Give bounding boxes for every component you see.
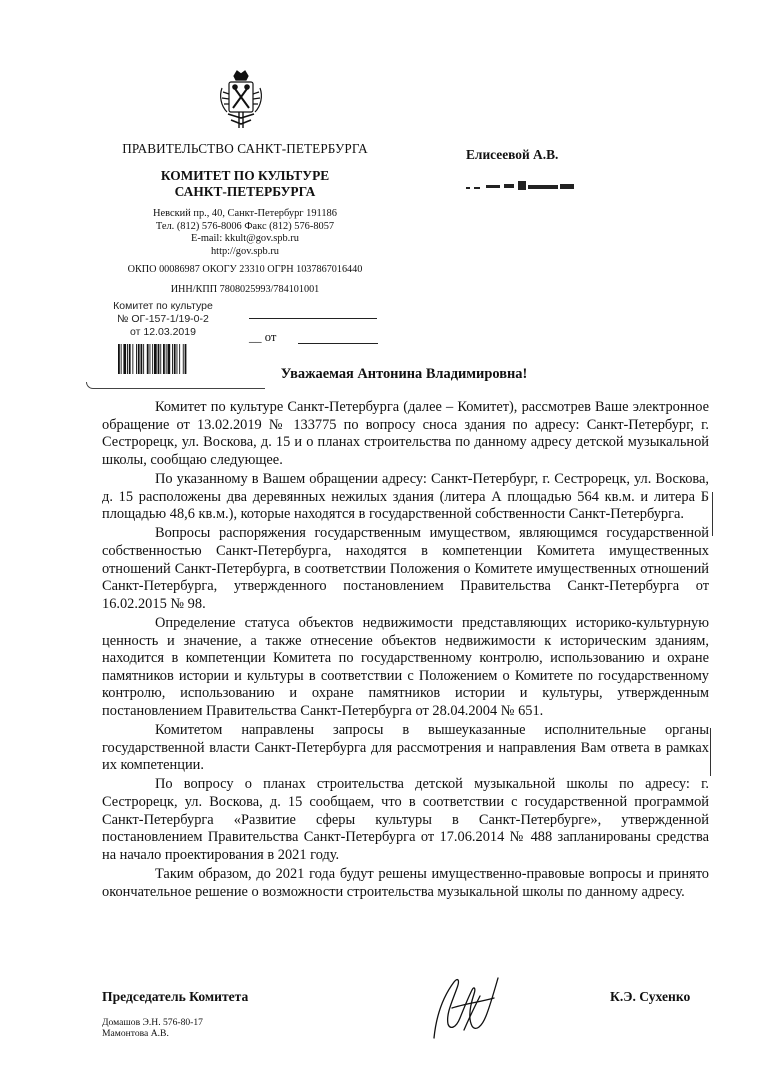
registration-date-line <box>298 343 378 344</box>
handwritten-signature <box>424 968 510 1040</box>
contact-block <box>100 208 390 258</box>
address: Невский пр., 40, Санкт-Петербург 191186 <box>153 208 337 219</box>
recipient-name: Елисеевой А.В. <box>466 147 559 162</box>
registration-date-label: __ от <box>249 330 277 344</box>
committee-line-2: САНКТ-ПЕТЕРБУРГА <box>174 184 316 199</box>
stamp-line-1: Комитет по культуре <box>113 300 213 312</box>
phone-fax: Тел. (812) 576-8006 Факс (812) 576-8057 <box>155 220 335 232</box>
executors-block <box>102 1017 203 1039</box>
paragraph-3: Вопросы распоряжения государственным имуществом, являющимся государственной собственностью Санкт-Петербурга, находятся в компетенции Комитета имущественных отношений Санкт-Петербурга, в соответствии Положения о Комитете имущественных отношений Санкт-Петербурга, утвержденного постановлением Правительства Санкт-Петербурга от 16.02.2015 № 98. <box>102 525 709 612</box>
coat-of-arms-emblem <box>219 70 263 130</box>
committee-line-1: КОМИТЕТ ПО КУЛЬТУРЕ <box>160 168 330 183</box>
paragraph-7: Таким образом, до 2021 года будут решены имущественно-правовые вопросы и принято окончательное решение о возможности строительства музыкальной школы по данному адресу. <box>102 866 709 900</box>
salutation: Уважаемая Антонина Владимировна! <box>280 366 528 382</box>
website: http://gov.spb.ru <box>210 245 280 257</box>
paragraph-6: По вопросу о планах строительства детской музыкальной школы по адресу: г. Сестрорецк, ул. Воскова, д. 15 сообщаем, что в соответствии с государственной программой Санкт-Петербурга «Развитие сферы культуры в Санкт-Петербурге», утвержденной постановлением Правительства Санкт-Петербурга от 17.06.2014 № 488 запланированы средства на начало проектирования в 2021 году. <box>102 776 709 863</box>
redacted-email <box>466 178 586 194</box>
signatory-name: К.Э. Сухенко <box>610 989 691 1004</box>
executor-1: Домашов Э.Н. 576-80-17 <box>102 1017 203 1028</box>
registry-codes: ОКПО 00086987 ОКОГУ 23310 ОГРН 1037867016440 <box>127 264 363 275</box>
paragraph-5: Комитетом направлены запросы в вышеуказанные исполнительные органы государственной власти Санкт-Петербурга для рассмотрения и направления Вам ответа в рамках их компетенции. <box>102 722 709 774</box>
executor-2: Мамонтова А.В. <box>102 1028 169 1039</box>
committee-heading <box>100 168 390 200</box>
stamp-line-2: № ОГ-157-1/19-0-2 <box>117 313 209 325</box>
stamp-line-3: от 12.03.2019 <box>130 326 196 338</box>
email: E-mail: kkult@gov.spb.ru <box>191 233 299 245</box>
registration-number-line <box>249 318 377 319</box>
registration-stamp <box>108 300 218 339</box>
government-heading: ПРАВИТЕЛЬСТВО САНКТ-ПЕТЕРБУРГА <box>122 141 368 156</box>
paragraph-1: Комитет по культуре Санкт-Петербурга (далее – Комитет), рассмотрев Ваше электронное обращение от 13.02.2019 № 133775 по вопросу сноса здания по адресу: Санкт-Петербург, г. Сестрорецк, ул. Воскова, д. 15 и о планах строительства по данному адресу детской музыкальной школы, сообщаю следующее. <box>102 399 709 468</box>
paragraph-4: Определение статуса объектов недвижимости представляющих историко-культурную ценность и значение, а также отнесение объектов недвижимости к историческим зданиям, находится в компетенции Комитета по государственному контролю, использованию и охране памятников истории и культуры в соответствии с Положением о Комитете по государственному контролю, использованию и охране памятников истории и культуры, утвержденным постановлением Правительства Санкт-Петербурга от 28.04.2004 № 651. <box>102 614 709 719</box>
signatory-position: Председатель Комитета <box>102 989 249 1004</box>
letter-body <box>102 399 709 901</box>
scan-margin-mark <box>712 492 713 536</box>
stamp-border <box>86 382 265 389</box>
inn-kpp: ИНН/КПП 7808025993/784101001 <box>170 284 320 295</box>
paragraph-2: По указанному в Вашем обращении адресу: Санкт-Петербург, г. Сестрорецк, ул. Воскова, д. 15 расположены два деревянных нежилых здания (литера А площадью 564 кв.м. и литера Б площадью 48,6 кв.м.), которые находятся в государственной собственности Санкт-Петербурга. <box>102 470 709 523</box>
scan-margin-mark <box>710 728 711 776</box>
